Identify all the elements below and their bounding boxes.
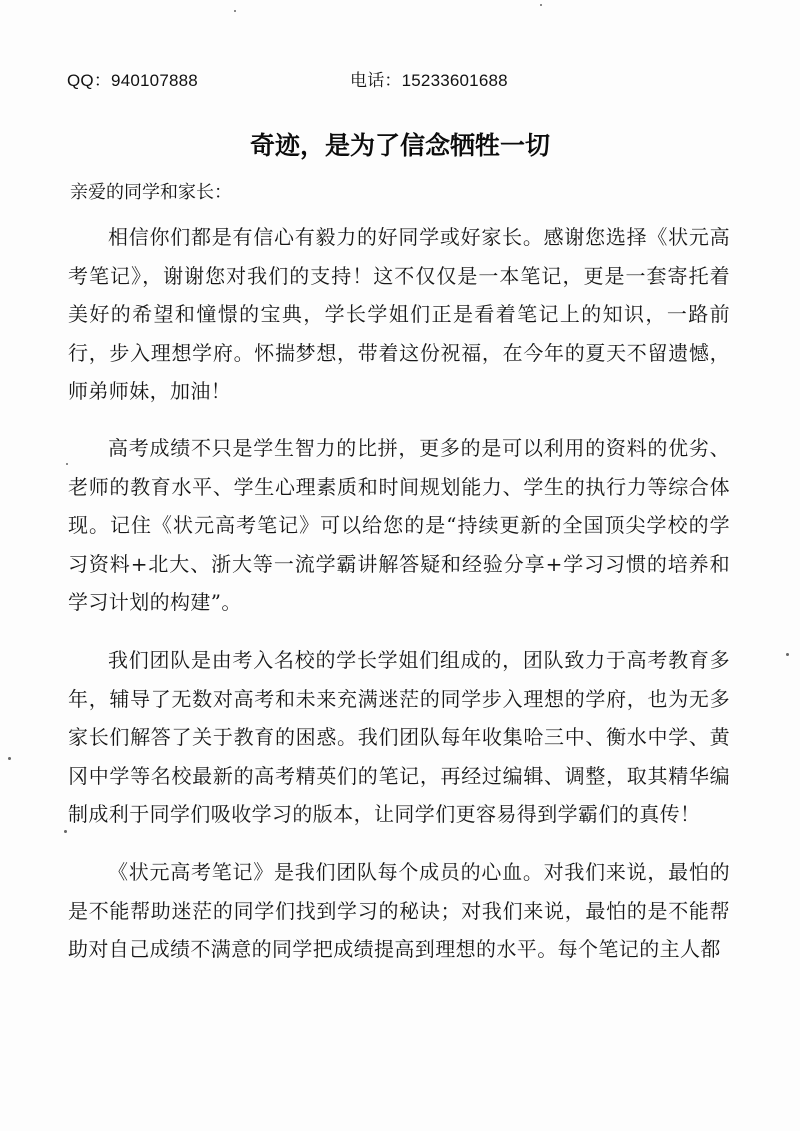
scan-speck	[540, 4, 542, 6]
scan-speck	[234, 10, 236, 12]
scan-speck	[64, 830, 67, 833]
scan-speck	[66, 463, 68, 465]
paragraph: 《状元高考笔记》是我们团队每个成员的心血。对我们来说，最怕的是不能帮助迷茫的同学们找到学习的秘诀；对我们来说，最怕的是不能帮助对自己成绩不满意的同学把成绩提高到理想的水平。每个笔记的主人都	[68, 859, 730, 962]
letter-body	[68, 218, 730, 969]
document-title: 奇迹，是为了信念牺牲一切	[249, 131, 550, 160]
scan-speck	[786, 653, 789, 656]
phone-contact: 电话：15233601688	[350, 71, 508, 90]
paragraph: 我们团队是由考入名校的学长学姐们组成的，团队致力于高考教育多年，辅导了无数对高考和未来充满迷茫的同学步入理想的学府，也为无多家长们解答了关于教育的困惑。我们团队每年收集哈三中、衡水中学、黄冈中学等名校最新的高考精英们的笔记，再经过编辑、调整，取其精华编制成利于同学们吸收学习的版本，让同学们更容易得到学霸们的真传！	[68, 647, 730, 827]
qq-contact: QQ：940107888	[67, 71, 198, 90]
greeting: 亲爱的同学和家长：	[70, 182, 232, 203]
paragraph: 相信你们都是有信心有毅力的好同学或好家长。感谢您选择《状元高考笔记》，谢谢您对我们的支持！这不仅仅是一本笔记，更是一套寄托着美好的希望和憧憬的宝典，学长学姐们正是看着笔记上的知识，一路前行，步入理想学府。怀揣梦想，带着这份祝福，在今年的夏天不留遗憾，师弟师妹，加油！	[68, 225, 730, 404]
scan-speck	[8, 757, 11, 760]
paragraph: 高考成绩不只是学生智力的比拼，更多的是可以利用的资料的优劣、老师的教育水平、学生心理素质和时间规划能力、学生的执行力等综合体现。记住《状元高考笔记》可以给您的是“持续更新的全国顶尖学校的学习资料+北大、浙大等一流学霸讲解答疑和经验分享+学习习惯的培养和学习计划的构建”。	[68, 435, 730, 615]
